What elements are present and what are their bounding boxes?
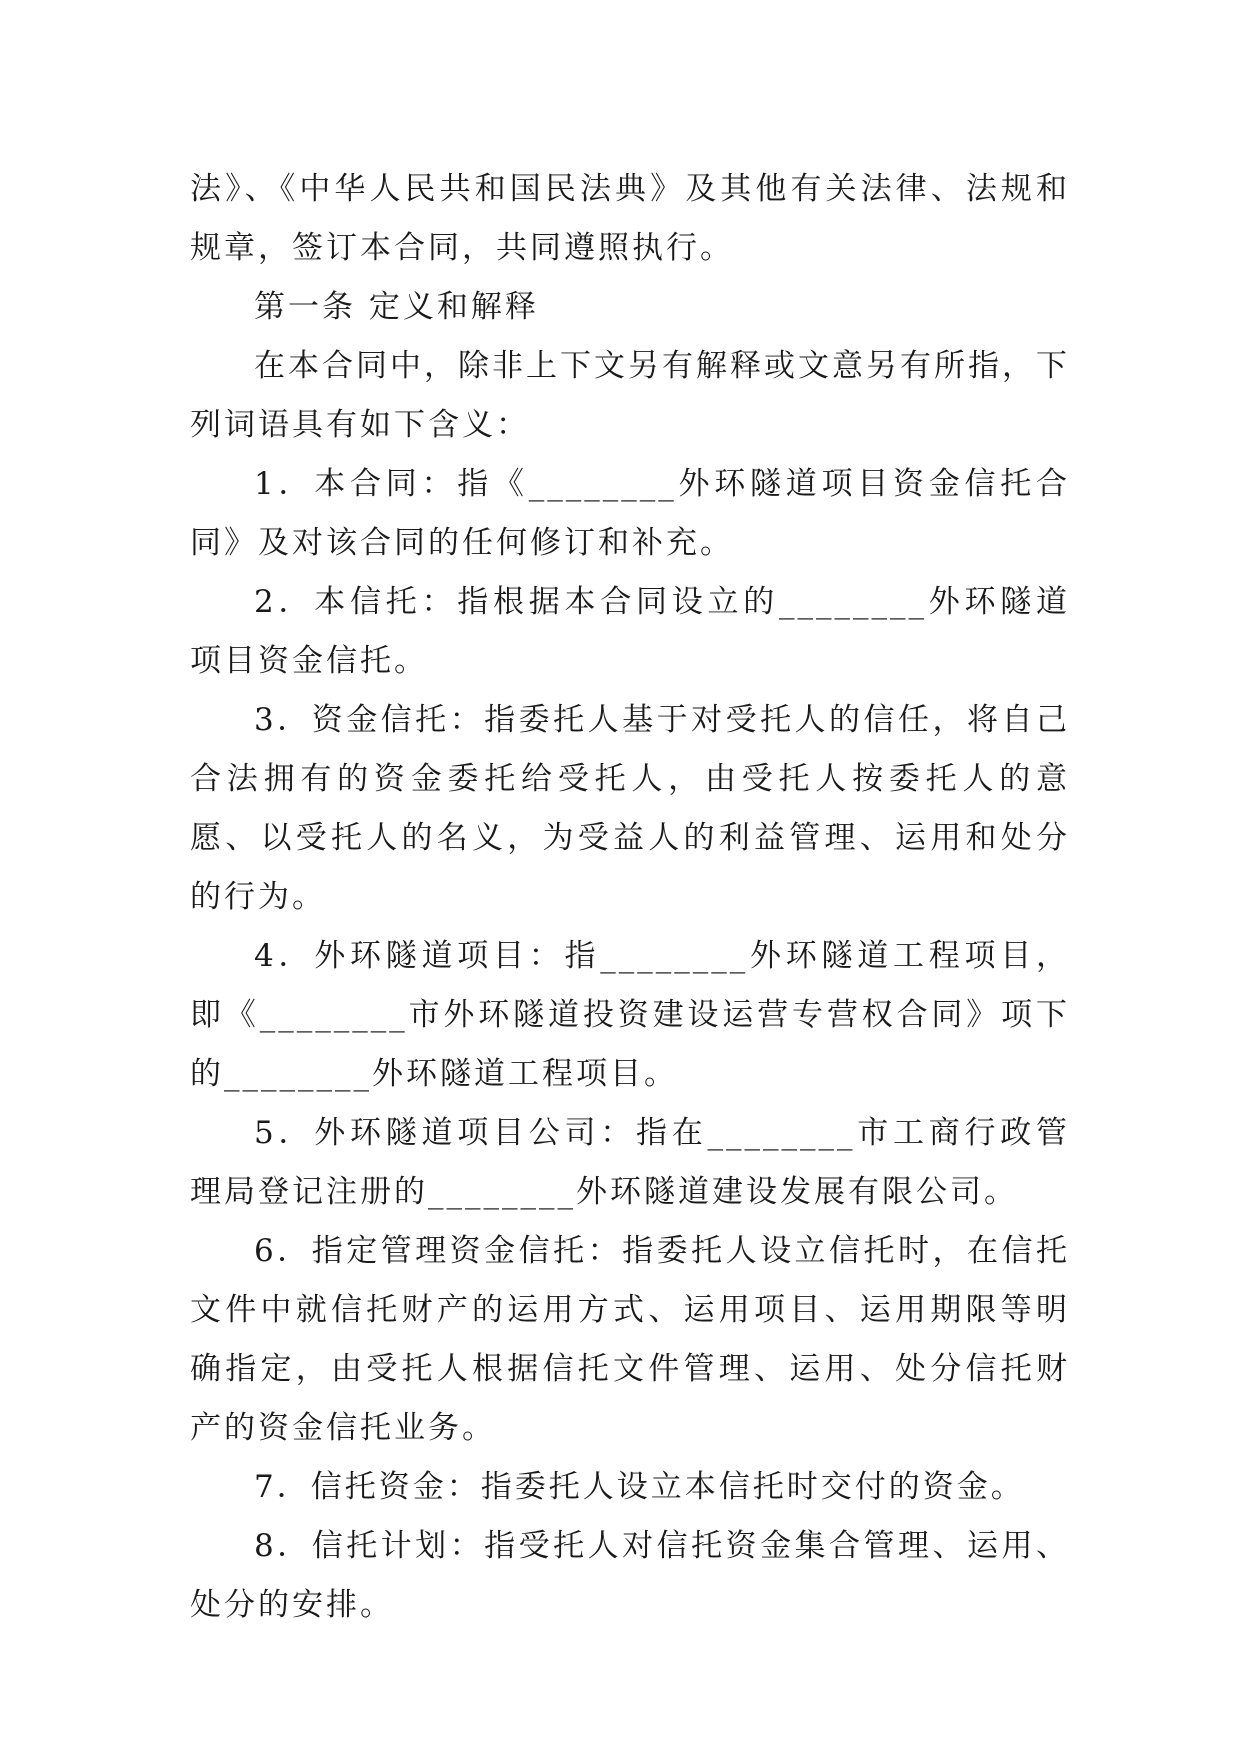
- document-body: [190, 160, 1070, 1635]
- definition-item-1: 1．本合同：指《________外环隧道项目资金信托合同》及对该合同的任何修订和补充。: [190, 466, 1070, 561]
- paragraph-continuation: 法》、《中华人民共和国民法典》及其他有关法律、法规和规章，签订本合同，共同遵照执行。: [190, 171, 1070, 266]
- definition-item-2: 2．本信托：指根据本合同设立的________外环隧道项目资金信托。: [190, 584, 1070, 679]
- article-heading: 第一条 定义和解释: [254, 289, 539, 325]
- definition-item-5: 5．外环隧道项目公司：指在________市工商行政管理局登记注册的________外环隧道建设发展有限公司。: [190, 1115, 1070, 1210]
- definition-item-7: 7．信托资金：指委托人设立本信托时交付的资金。: [254, 1469, 1025, 1505]
- paragraph-intro: 在本合同中，除非上下文另有解释或文意另有所指，下列词语具有如下含义：: [190, 348, 1070, 443]
- definition-item-6: 6．指定管理资金信托：指委托人设立信托时，在信托文件中就信托财产的运用方式、运用项目、运用期限等明确指定，由受托人根据信托文件管理、运用、处分信托财产的资金信托业务。: [190, 1233, 1070, 1446]
- definition-item-8: 8．信托计划：指受托人对信托资金集合管理、运用、处分的安排。: [190, 1528, 1070, 1623]
- definition-item-4: 4．外环隧道项目：指________外环隧道工程项目，即《________市外环隧道投资建设运营专营权合同》项下的________外环隧道工程项目。: [190, 938, 1070, 1092]
- definition-item-3: 3．资金信托：指委托人基于对受托人的信任，将自己合法拥有的资金委托给受托人，由受托人按委托人的意愿、以受托人的名义，为受益人的利益管理、运用和处分的行为。: [190, 702, 1070, 915]
